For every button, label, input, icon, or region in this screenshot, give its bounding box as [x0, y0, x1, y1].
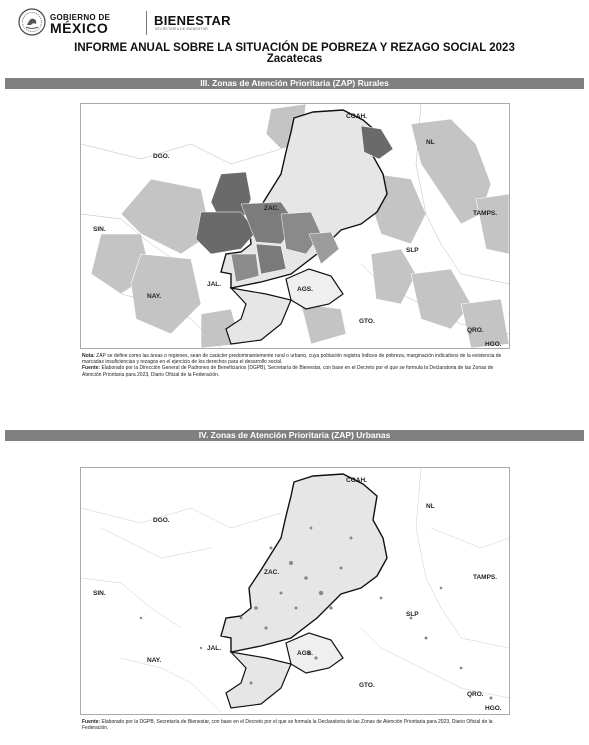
label-hgo: HGO. — [485, 705, 502, 712]
section-rural-title: III. Zonas de Atención Prioritaria (ZAP) Rurales — [5, 78, 584, 89]
zap-region — [476, 194, 509, 254]
label-tamps: TAMPS. — [473, 574, 498, 581]
report-subtitle: Zacatecas — [266, 53, 323, 65]
label-jal: JAL. — [207, 645, 222, 652]
urban-note — [82, 719, 512, 731]
label-dgo: DGO. — [153, 517, 170, 524]
zap-region — [371, 249, 416, 304]
aguascalientes-state — [286, 269, 343, 309]
source-label: Fuente: — [82, 719, 101, 725]
label-zac: ZAC. — [264, 569, 280, 576]
report-title: INFORME ANUAL SOBRE LA SITUACIÓN DE POBREZA Y REZAGO SOCIAL 2023 — [74, 42, 515, 54]
label-slp: SLP — [406, 247, 419, 254]
mexico-seal-icon — [18, 8, 46, 36]
mexico-label: MÉXICO — [50, 20, 109, 36]
note-label: Nota: — [82, 353, 95, 359]
rural-note — [82, 353, 512, 378]
label-ags: AGS. — [297, 286, 313, 293]
label-sin: SIN. — [93, 226, 106, 233]
map-rural — [80, 103, 510, 349]
zap-region — [301, 304, 346, 344]
label-qro: QRO. — [467, 327, 484, 334]
section-urban-title: IV. Zonas de Atención Prioritaria (ZAP) Urbanas — [5, 430, 584, 441]
zap-dark — [256, 244, 286, 274]
label-slp: SLP — [406, 611, 419, 618]
zap-region — [131, 254, 201, 334]
label-qro: QRO. — [467, 691, 484, 698]
aguascalientes-state — [286, 633, 343, 673]
zacatecas-state — [221, 474, 387, 652]
label-gto: GTO. — [359, 318, 375, 325]
label-coah: COAH. — [346, 477, 367, 484]
label-tamps: TAMPS. — [473, 210, 498, 217]
label-ags: AGS. — [297, 650, 313, 657]
gobierno-label: GOBIERNO DE — [50, 13, 111, 22]
map-urban-svg — [81, 468, 509, 714]
label-nl: NL — [426, 503, 435, 510]
label-nay: NAY. — [147, 657, 162, 664]
header-divider — [146, 11, 147, 35]
jalisco-lobe — [226, 652, 291, 708]
label-zac: ZAC. — [264, 205, 280, 212]
jalisco-lobe — [226, 288, 291, 344]
label-dgo: DGO. — [153, 153, 170, 160]
label-gto: GTO. — [359, 682, 375, 689]
label-coah: COAH. — [346, 113, 367, 120]
source-text: Elaborado por la DGPB, Secretaría de Bienestar, con base en el Decreto por el que se formula la Declaratoria de las Zonas de Atención Prioritaria para 2023, Diario Oficial de la Federación. — [82, 719, 493, 732]
label-hgo: HGO. — [485, 341, 502, 348]
source-text: Elaborado por la Dirección General de Padrones de Beneficiarios (DGPB), Secretaría de Bienestar, con base en el Decreto por el que se formula la Declaratoria de las Zonas de Atención Prioritaria para 2023, Diario Oficial de la Federación. — [82, 365, 494, 378]
source-label: Fuente: — [82, 365, 101, 372]
map-rural-svg — [81, 104, 509, 348]
label-jal: JAL. — [207, 281, 222, 288]
zap-region — [411, 269, 471, 329]
bienestar-subtext: SECRETARÍA DE BIENESTAR — [155, 27, 208, 31]
label-sin: SIN. — [93, 590, 106, 597]
note-text: ZAP se define como las áreas o regiones, sean de carácter predominantemente rural o urbano, cuya población registra índices de pobreza, marginación indicativos de la existencia de marcadas insuficiencias y rezagos en el ejercicio de los derechos para el desarrollo social. — [82, 353, 502, 366]
label-nl: NL — [426, 139, 435, 146]
page-header — [14, 6, 314, 38]
bienestar-logo-text: BIENESTAR — [154, 13, 231, 28]
map-urban — [80, 467, 510, 715]
label-nay: NAY. — [147, 293, 162, 300]
